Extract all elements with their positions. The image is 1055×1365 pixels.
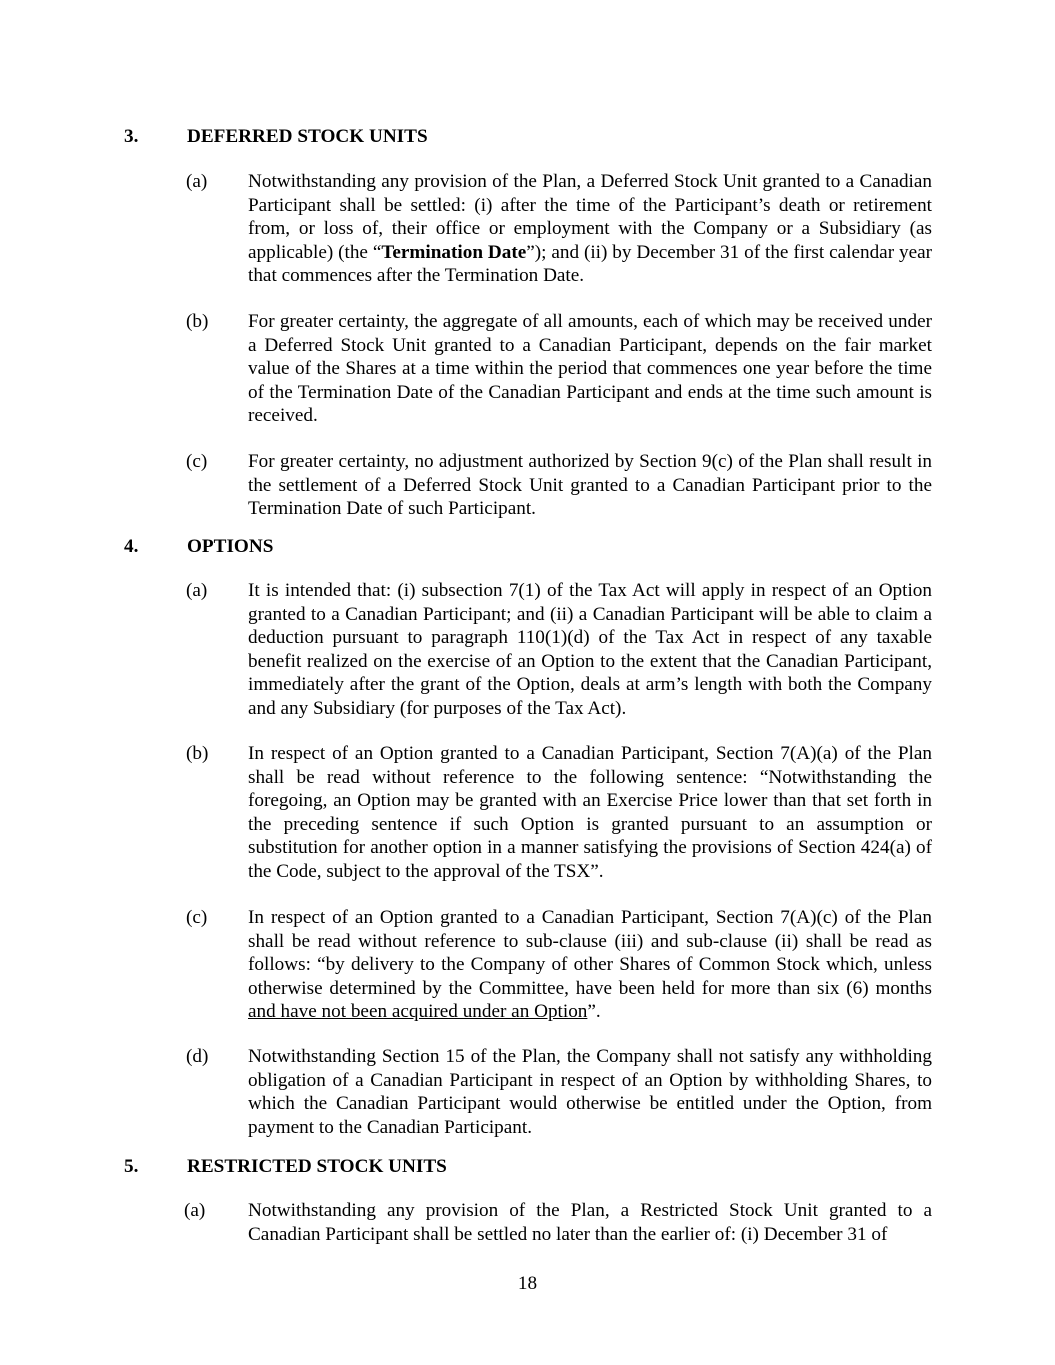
underlined-phrase: and have not been acquired under an Option: [248, 1001, 588, 1023]
section-heading-4: [124, 535, 273, 559]
paragraph-text-part: ”.: [587, 1001, 601, 1023]
section-title: RESTRICTED STOCK UNITS: [187, 1156, 447, 1177]
section-number: 5.: [124, 1156, 139, 1177]
paragraph-text: For greater certainty, no adjustment authorized by Section 9(c) of the Plan shall result in the settlement of a Deferred Stock Unit granted to a Canadian Participant prior to the Termination Date of such Participant.: [248, 451, 932, 520]
paragraph-text-part: Notwithstanding any provision of the Plan, a Deferred Stock Unit granted to a Canadian Participant shall be settled: (i) after the time of the Participant’s death or retirement from, or loss of, their office or employment with the Company or a Subsidiary (as applicable) (the “: [248, 171, 932, 263]
paragraph-5a: [186, 1199, 932, 1246]
paragraph-4c: [186, 906, 932, 1024]
paragraph-label: (a): [186, 171, 208, 192]
paragraph-text-part: In respect of an Option granted to a Canadian Participant, Section 7(A)(c) of the Plan shall be read without reference to sub-clause (iii) and sub-clause (ii) shall be read as follows: “by delivery to the Company of other Shares of Common Stock which, unless otherwise determined by the Committee, have been held for more than six (6) months: [248, 907, 932, 999]
paragraph-label: (c): [186, 907, 208, 928]
paragraph-label: (b): [186, 743, 209, 764]
section-heading-5: [124, 1155, 447, 1179]
paragraph-label: (d): [186, 1046, 209, 1067]
paragraph-3b: [186, 310, 932, 428]
paragraph-3a: [186, 170, 932, 288]
paragraph-text-part: ”); and (ii) by December 31 of the first calendar year that commences after the Termination Date.: [248, 241, 932, 287]
section-number: 4.: [124, 536, 139, 557]
paragraph-text: Notwithstanding any provision of the Plan, a Restricted Stock Unit granted to a Canadian Participant shall be settled no later than the earlier of: (i) December 31 of: [248, 1200, 932, 1245]
paragraph-text: [248, 906, 932, 1024]
paragraph-text: [248, 170, 932, 288]
paragraph-4d: [186, 1045, 932, 1139]
defined-term-termination-date: Termination Date: [381, 241, 527, 263]
paragraph-text: It is intended that: (i) subsection 7(1) of the Tax Act will apply in respect of an Option granted to a Canadian Participant; and (ii) a Canadian Participant will be able to claim a deduction pursuant to paragraph 110(1)(d) of the Tax Act in respect of any taxable benefit realized on the exercise of an Option to the extent that the Canadian Participant, immediately after the grant of the Option, deals at arm’s length with both the Company and any Subsidiary (for purposes of the Tax Act).: [248, 580, 932, 719]
paragraph-label: (b): [186, 311, 209, 332]
paragraph-text: In respect of an Option granted to a Canadian Participant, Section 7(A)(a) of the Plan shall be read without reference to the following sentence: “Notwithstanding the foregoing, an Option may be granted with an Exercise Price lower than that set forth in the preceding sentence if such Option is granted pursuant to an assumption or substitution for another option in a manner satisfying the provisions of Section 424(a) of the Code, subject to the approval of the TSX”.: [248, 743, 932, 882]
paragraph-3c: [186, 450, 932, 521]
paragraph-label: (a): [186, 580, 208, 601]
page-number: 18: [517, 1273, 538, 1294]
paragraph-label: (a): [184, 1200, 206, 1221]
paragraph-label: (c): [186, 451, 208, 472]
paragraph-4a: [186, 579, 932, 721]
section-number: 3.: [124, 126, 139, 147]
section-title: DEFERRED STOCK UNITS: [187, 126, 428, 147]
paragraph-text: For greater certainty, the aggregate of all amounts, each of which may be received under a Deferred Stock Unit granted to a Canadian Participant, depends on the fair market value of the Shares at a time within the period that commences one year before the time of the Termination Date of the Canadian Participant and ends at the time such amount is received.: [248, 311, 932, 427]
paragraph-text: Notwithstanding Section 15 of the Plan, the Company shall not satisfy any withholding obligation of a Canadian Participant in respect of an Option by withholding Shares, to which the Canadian Participant would otherwise be entitled under the Option, from payment to the Canadian Participant.: [248, 1046, 932, 1138]
section-title: OPTIONS: [187, 536, 274, 557]
paragraph-4b: [186, 742, 932, 884]
section-heading-3: [124, 125, 428, 149]
